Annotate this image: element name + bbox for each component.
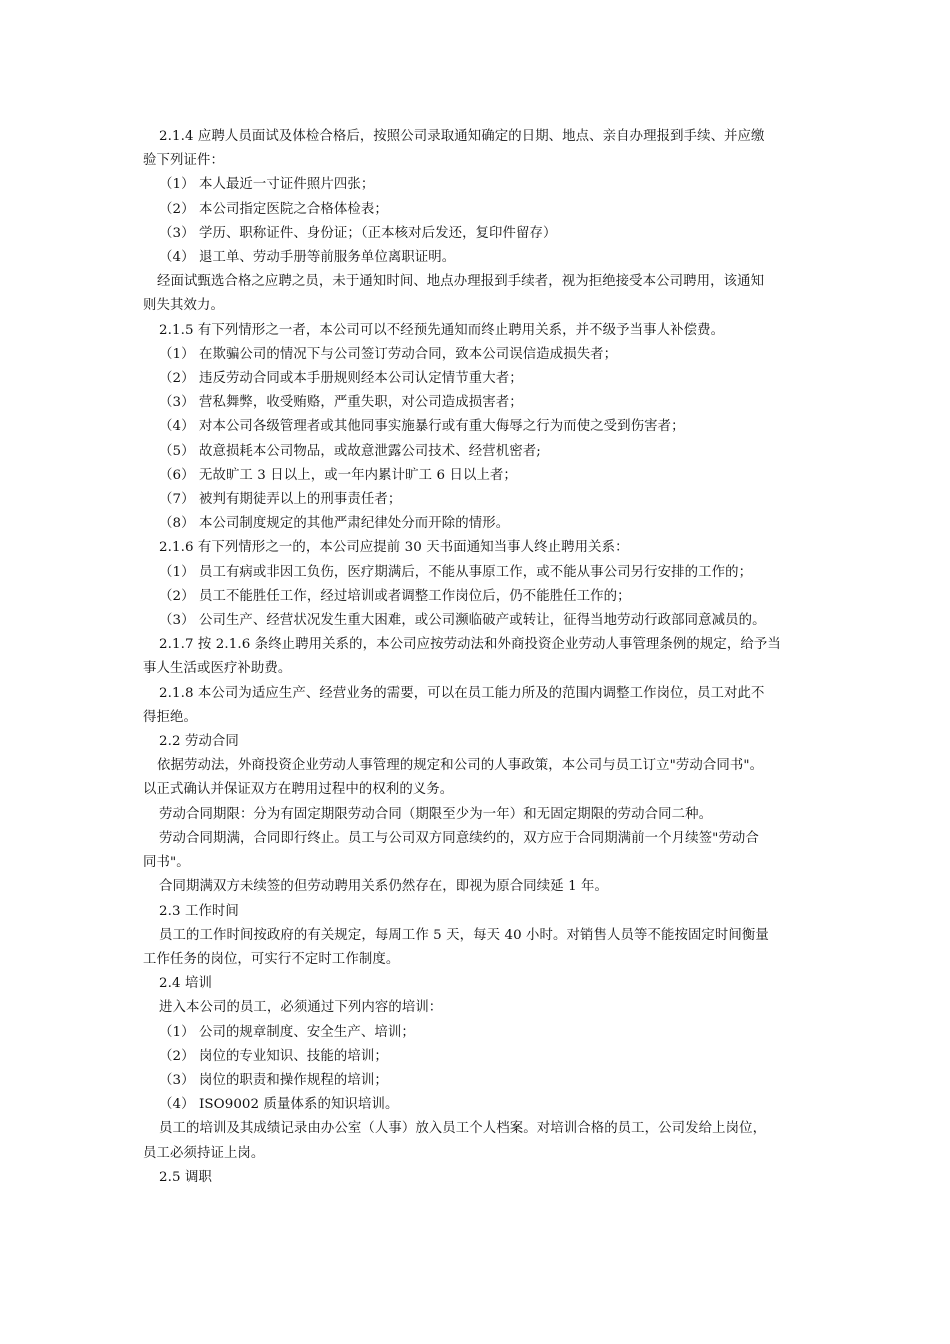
- clause-2-1-8-cont: 得拒绝。: [143, 709, 197, 725]
- section-heading-2-3: 2.3 工作时间: [159, 903, 239, 919]
- list-item: （7） 被判有期徒弄以上的刑事责任者；: [159, 492, 402, 508]
- list-item: （3） 营私舞弊，收受贿赂，严重失职，对公司造成损害者；: [159, 395, 523, 411]
- paragraph-cont: 工作任务的岗位，可实行不定时工作制度。: [143, 951, 400, 967]
- clause-2-1-7: 2.1.7 按 2.1.6 条终止聘用关系的，本公司应按劳动法和外商投资企业劳动人事管理条例的规定，给予当: [159, 637, 781, 653]
- clause-2-1-8: 2.1.8 本公司为适应生产、经营业务的需要，可以在员工能力所及的范围内调整工作岗位，员工对此不: [159, 685, 765, 701]
- list-item: （3） 学历、职称证件、身份证；（正本核对后发还，复印件留存）: [159, 225, 557, 241]
- list-item: （2） 违反劳动合同或本手册规则经本公司认定情节重大者；: [159, 371, 523, 387]
- paragraph-cont: 则失其效力。: [143, 298, 224, 314]
- section-heading-2-2: 2.2 劳动合同: [159, 734, 239, 750]
- paragraph-cont: 同书"。: [143, 855, 190, 871]
- list-item: （2） 岗位的专业知识、技能的培训；: [159, 1048, 388, 1064]
- paragraph: 合同期满双方未续签的但劳动聘用关系仍然存在，即视为原合同续延 1 年。: [159, 879, 609, 895]
- paragraph: 进入本公司的员工，必须通过下列内容的培训：: [159, 1000, 443, 1016]
- paragraph: 劳动合同期满，合同即行终止。员工与公司双方同意续约的，双方应于合同期满前一个月续签"劳动合: [159, 830, 759, 846]
- list-item: （3） 岗位的职责和操作规程的培训；: [159, 1072, 388, 1088]
- paragraph: 经面试甄选合格之应聘之员，未于通知时间、地点办理报到手续者，视为拒绝接受本公司聘用，该通知: [157, 274, 765, 290]
- paragraph-cont: 以正式确认并保证双方在聘用过程中的权利的义务。: [143, 782, 454, 798]
- list-item: （5） 故意损耗本公司物品，或故意泄露公司技术、经营机密者;: [159, 443, 541, 459]
- list-item: （8） 本公司制度规定的其他严肃纪律处分而开除的情形。: [159, 516, 510, 532]
- section-heading-2-5: 2.5 调职: [159, 1169, 212, 1185]
- list-item: （3） 公司生产、经营状况发生重大困难，或公司濒临破产或转让，征得当地劳动行政部同意减员的。: [159, 613, 766, 629]
- paragraph-cont: 员工必须持证上岗。: [143, 1145, 265, 1161]
- list-item: （1） 公司的规章制度、安全生产、培训；: [159, 1024, 415, 1040]
- list-item: （4） 对本公司各级管理者或其他同事实施暴行或有重大侮辱之行为而使之受到伤害者；: [159, 419, 685, 435]
- list-item: （1） 本人最近一寸证件照片四张；: [159, 177, 375, 193]
- clause-2-1-4-cont: 验下列证件：: [143, 153, 224, 169]
- paragraph: 劳动合同期限：分为有固定期限劳动合同（期限至少为一年）和无固定期限的劳动合同二种。: [159, 806, 713, 822]
- list-item: （4） ISO9002 质量体系的知识培训。: [159, 1097, 399, 1113]
- clause-2-1-4: 2.1.4 应聘人员面试及体检合格后，按照公司录取通知确定的日期、地点、亲自办理报到手续、并应缴: [159, 129, 765, 144]
- paragraph: 依据劳动法，外商投资企业劳动人事管理的规定和公司的人事政策，本公司与员工订立"劳动合同书"。: [157, 758, 764, 774]
- paragraph: 员工的培训及其成绩记录由办公室（人事）放入员工个人档案。对培训合格的员工，公司发给上岗位，: [159, 1121, 767, 1137]
- list-item: （1） 员工有病或非因工负伤，医疗期满后，不能从事原工作，或不能从事公司另行安排的工作的；: [159, 564, 753, 580]
- section-heading-2-4: 2.4 培训: [159, 976, 212, 992]
- list-item: （6） 无故旷工 3 日以上，或一年内累计旷工 6 日以上者；: [159, 467, 517, 483]
- list-item: （2） 本公司指定医院之合格体检表；: [159, 201, 388, 217]
- paragraph: 员工的工作时间按政府的有关规定，每周工作 5 天，每天 40 小时。对销售人员等不能按固定时间衡量: [159, 927, 769, 943]
- clause-2-1-6: 2.1.6 有下列情形之一的，本公司应提前 30 天书面通知当事人终止聘用关系：: [159, 540, 629, 556]
- list-item: （2） 员工不能胜任工作，经过培训或者调整工作岗位后，仍不能胜任工作的；: [159, 588, 631, 604]
- clause-2-1-7-cont: 事人生活或医疗补助费。: [143, 661, 292, 677]
- list-item: （1） 在欺骗公司的情况下与公司签订劳动合同，致本公司误信造成损失者；: [159, 346, 618, 362]
- clause-2-1-5: 2.1.5 有下列情形之一者，本公司可以不经预先通知而终止聘用关系，并不级予当事人补偿费。: [159, 322, 725, 338]
- list-item: （4） 退工单、劳动手册等前服务单位离职证明。: [159, 250, 456, 266]
